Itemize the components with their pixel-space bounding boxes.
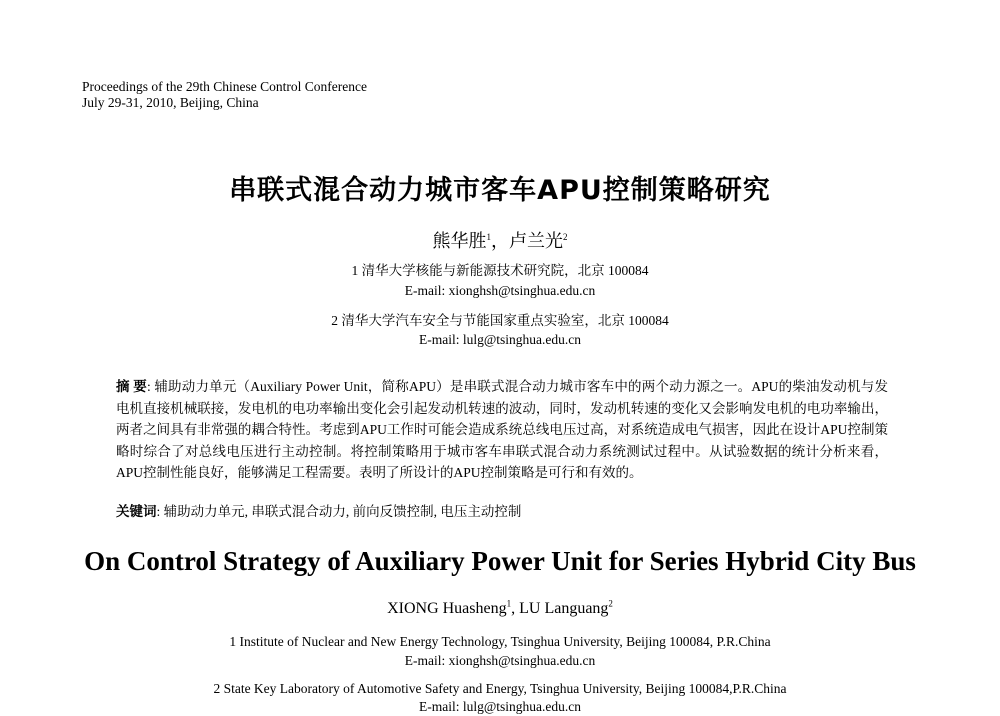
email-2-en[interactable]: E-mail: lulg@tsinghua.edu.cn [418, 699, 582, 714]
author-1-en-sup: 1 [506, 598, 512, 609]
abstract-label: 摘 要 [116, 379, 147, 394]
chinese-authors [0, 227, 1000, 253]
author-2-en: LU Languang [519, 600, 609, 617]
english-authors [0, 600, 1000, 618]
author-1-cn-sup: 1 [486, 232, 491, 242]
author-separator-cn: ， [491, 231, 509, 251]
affiliation-2-cn: 2 清华大学汽车安全与节能国家重点实验室，北京 100084 [331, 313, 669, 328]
author-2-en-sup: 2 [608, 598, 613, 609]
conference-date-place: July 29-31, 2010, Beijing, China [82, 95, 259, 110]
conference-name: Proceedings of the 29th Chinese Control Conference [82, 79, 367, 94]
email-1-cn[interactable]: E-mail: xionghsh@tsinghua.edu.cn [404, 283, 596, 298]
email-2-cn[interactable]: E-mail: lulg@tsinghua.edu.cn [418, 332, 582, 347]
affiliation-1-en: 1 Institute of Nuclear and New Energy Technology, Tsinghua University, Beijing 100084, P.R.China [229, 634, 771, 649]
keywords-label: 关键词 [116, 504, 157, 519]
author-2-cn: 卢兰光 [509, 231, 563, 251]
email-1-en[interactable]: E-mail: xionghsh@tsinghua.edu.cn [404, 653, 596, 668]
affiliation-1-cn: 1 清华大学核能与新能源技术研究院，北京 100084 [351, 263, 649, 278]
affiliation-2-en: 2 State Key Laboratory of Automotive Safety and Energy, Tsinghua University, Beijing 100084,P.R.China [213, 681, 787, 696]
english-title: On Control Strategy of Auxiliary Power Unit for Series Hybrid City Bus [84, 546, 916, 576]
keywords [116, 500, 521, 520]
author-separator-en: , [511, 600, 520, 617]
keywords-text: : 辅助动力单元, 串联式混合动力, 前向反馈控制, 电压主动控制 [156, 504, 522, 519]
chinese-title: 串联式混合动力城市客车APU控制策略研究 [229, 175, 771, 206]
author-1-en: XIONG Huasheng [387, 600, 507, 617]
abstract-text: : 辅助动力单元（Auxiliary Power Unit，简称APU）是串联式混合动力城市客车中的两个动力源之一。APU的柴油发动机与发电机直接机械联接，发电机的电功率输出变化会引起发动机转速的波动，同时，发动机转速的变化又会影响发电机的电功率输出，两者之间具有非常强的耦合特性。考虑到APU工作时可能会造成系统总线电压过高，对系统造成电气损害，因此在设计APU控制策略时综合了对总线电压进行主动控制。将控制策略用于城市客车串联式混合动力系统测试过程中。从试验数据的统计分析来看，APU控制性能良好，能够满足工程需要。表明了所设计的APU控制策略是可行和有效的。 [116, 379, 889, 480]
author-1-cn: 熊华胜 [432, 231, 487, 251]
abstract [116, 376, 888, 484]
author-2-cn-sup: 2 [563, 232, 568, 242]
